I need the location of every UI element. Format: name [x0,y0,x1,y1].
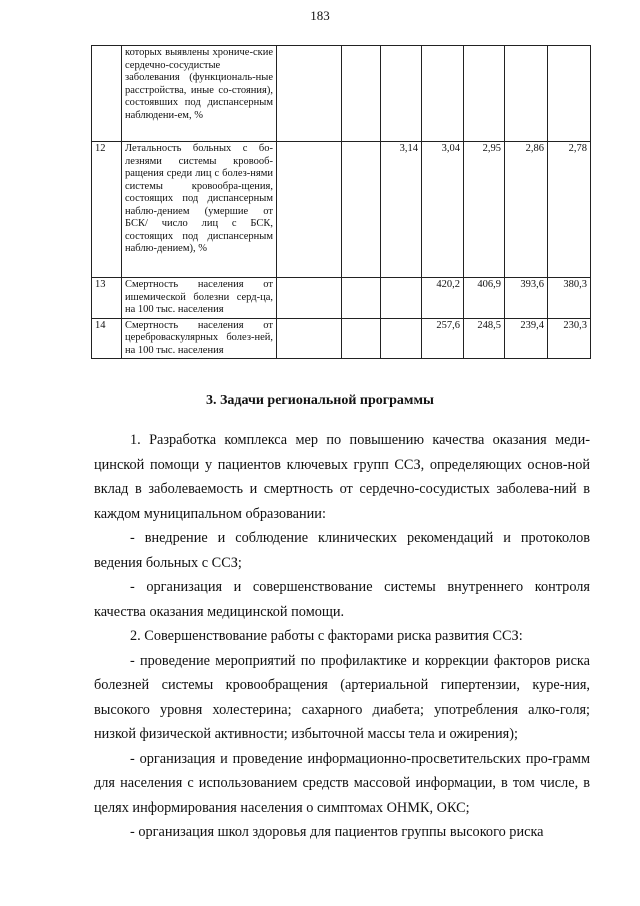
row-number: 13 [92,278,122,319]
paragraph: 2. Совершенствование работы с факторами риска развития ССЗ: [130,628,523,644]
value-cell: 393,6 [505,278,548,319]
value-cell [277,278,342,319]
value-cell [464,46,505,142]
value-cell [277,46,342,142]
value-cell [422,46,464,142]
value-cell: 2,78 [548,142,591,278]
value-cell [381,318,422,359]
indicator-name: которых выявлены хрониче-ские сердечно-сосудистые заболевания (функциональ-ные расстройства, иные со-стояния), состоявших под диспансерным наблюдени-ем, % [122,46,277,142]
value-cell: 248,5 [464,318,505,359]
value-cell [381,278,422,319]
value-cell [342,142,381,278]
paragraph: - проведение мероприятий по профилактике и коррекции факторов риска болезней системы кровообращения (артериальной гипертензии, куре-ния, высокого уровня холестерина; сахарного диабета; употребления алко-голя; низкой физической активности; избыточной массы тела и ожирения); [94,652,590,742]
row-number [92,46,122,142]
value-cell [277,142,342,278]
value-cell: 380,3 [548,278,591,319]
paragraph: 1. Разработка комплекса мер по повышению качества оказания меди-цинской помощи у пациентов ключевых групп ССЗ, определяющих основ-ной вклад в заболеваемость и смертность от сердечно-сосудистых заболева-ний в каждом муниципальном образовании: [94,432,590,522]
value-cell: 257,6 [422,318,464,359]
table-row [92,278,591,319]
section-title: 3. Задачи региональной программы [206,393,434,408]
page-number: 183 [310,8,330,23]
value-cell [277,318,342,359]
value-cell [548,46,591,142]
value-cell: 230,3 [548,318,591,359]
table-row [92,46,591,142]
value-cell: 239,4 [505,318,548,359]
indicators-table [91,45,591,359]
indicator-name: Смертность населения от цереброваскулярных болез-ней, на 100 тыс. населения [122,318,277,359]
value-cell [342,318,381,359]
paragraph: - внедрение и соблюдение клинических рекомендаций и протоколов ведения больных с ССЗ; [94,530,590,571]
row-number: 14 [92,318,122,359]
value-cell [342,278,381,319]
table-row [92,318,591,359]
indicator-name: Смертность населения от ишемической болезни серд-ца, на 100 тыс. населения [122,278,277,319]
value-cell: 406,9 [464,278,505,319]
value-cell: 420,2 [422,278,464,319]
value-cell [381,46,422,142]
body-text [94,428,590,845]
value-cell [505,46,548,142]
value-cell: 3,04 [422,142,464,278]
paragraph: - организация и совершенствование системы внутреннего контроля качества оказания медицинской помощи. [94,579,590,620]
value-cell: 2,95 [464,142,505,278]
paragraph: - организация и проведение информационно-просветительских про-грамм для населения с использованием средств массовой информации, в том числе, в целях информирования населения о симптомах ОНМК, ОКС; [94,750,590,816]
value-cell: 2,86 [505,142,548,278]
table-row [92,142,591,278]
paragraph: - организация школ здоровья для пациентов группы высокого риска [130,824,544,840]
value-cell: 3,14 [381,142,422,278]
value-cell [342,46,381,142]
indicator-name: Летальность больных с бо-лезнями системы кровооб-ращения среди лиц с болез-нями системы кровообра-щения, состоящих под диспансерным наблю-дением (умершие от БСК/ число лиц с БСК, состоящих под диспансерным наблю-дением), % [122,142,277,278]
row-number: 12 [92,142,122,278]
